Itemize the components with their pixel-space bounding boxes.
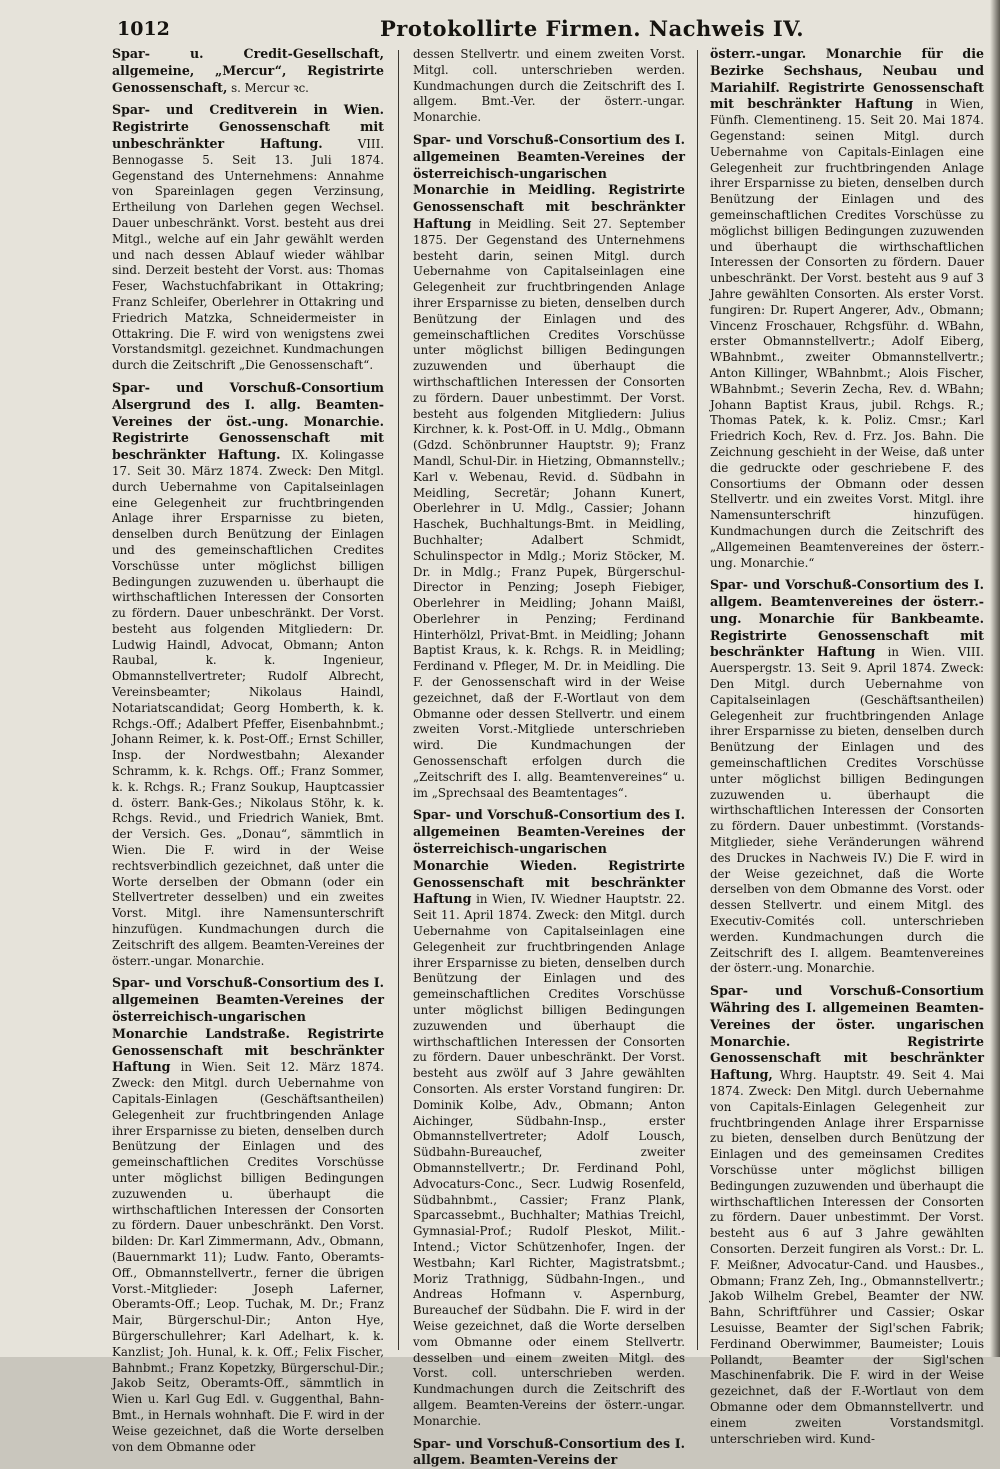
entry-heading: Spar- und Vorschuß-Consortium des I. allgemeinen Beamten-Vereines der österreichisch-ungarischen Monarchie Landstraße. Registrirte Genossenschaft mit beschränkter Haftung — [112, 975, 384, 1075]
directory-entry — [710, 46, 984, 571]
entry-heading: Spar- und Vorschuß-Consortium Währing des I. allgemeinen Beamten-Vereines der öster. ungarischen Monarchie. Registrirte Genossenschaft mit beschränkter Haftung, — [710, 983, 984, 1083]
directory-entry — [112, 46, 384, 96]
directory-entry — [413, 132, 685, 801]
running-head: Protokollirte Firmen. Nachweis IV. — [380, 16, 805, 41]
column-rule — [697, 50, 698, 1350]
entry-heading: Spar- u. Credit-Gesellschaft, allgemeine, „Mercur“, Registrirte Genossenschaft, — [112, 46, 384, 95]
entry-body: dessen Stellvertr. und einem zweiten Vorst. Mitgl. coll. unterschrieben werden. Kundmachungen durch die Zeitschrift des I. allgem. Bmt.-Ver. der österr.-ungar. Monarchie. — [413, 47, 685, 125]
entry-body: s. Mercur ꝛc. — [231, 80, 309, 95]
directory-entry — [112, 102, 384, 374]
directory-entry — [112, 975, 384, 1455]
entry-heading: Spar- und Vorschuß-Consortium des I. allgem. Beamtenvereines der österr.-ung. Monarchie für Bankbeamte. Registrirte Genossenschaft mit beschränkter Haftung — [710, 577, 984, 660]
entry-heading: Spar- und Vorschuß-Consortium des I. allgemeinen Beamten-Vereines der österreichisch-ungarischen Monarchie Wieden. Registrirte Genossenschaft mit beschränkter Haftung — [413, 807, 685, 907]
entry-body: IX. Kolingasse 17. Seit 30. März 1874. Zweck: Den Mitgl. durch Uebernahme von Capitalseinlagen eine Gelegenheit zur fruchtbringenden Anlage ihrer Ersparnisse zu bieten, denselben durch Benützung der Einlagen und des gemeinschaftlichen Credites Vorschüsse unter möglichst billigen Bedingungen zuzuwenden u. überhaupt die wirthschaftlichen Interessen der Consorten zu fördern. Dauer unbeschränkt. Der Vorst. besteht aus folgenden Mitgliedern: Dr. Ludwig Haindl, Advocat, Obmann; Anton Raubal, k. k. Ingenieur, Obmannstellvertreter; Rudolf Albrecht, Vereinsbeamter; Nikolaus Haindl, Notariatscandidat; Georg Homberth, k. k. Rchgs.-Off.; Adalbert Pfeffer, Eisenbahnbmt.; Johann Reimer, k. k. Post-Off.; Ernst Schiller, Insp. der Nordwestbahn; Alexander Schramm, k. k. Rchgs. Off.; Franz Sommer, k. k. Rchgs. R.; Franz Soukup, Hauptcassier d. österr. Bank-Ges.; Nikolaus Stöhr, k. k. Rchgs. Revid., und Friedrich Waniek, Bmt. der Versich. Ges. „Donau“, sämmtlich in Wien. Die F. wird in der Weise rechtsverbindlich gezeichnet, daß unter die Worte derselben der Obmann (oder ein Stellvertreter desselben) und ein zweites Vorst. Mitgl. ihre Namensunterschrift hinzufügen. Kundmachungen durch die Zeitschrift des allgem. Beamten-Vereines der österr.-ungar. Monarchie. — [112, 448, 385, 968]
directory-entry — [413, 46, 685, 126]
directory-entry — [413, 807, 685, 1429]
directory-entry — [413, 1436, 685, 1469]
entry-heading: Spar- und Creditverein in Wien. Registrirte Genossenschaft mit unbeschränkter Haftung. — [112, 102, 384, 151]
text-column-2 — [413, 46, 685, 1468]
column-rule — [398, 50, 399, 1350]
entry-body: in Wien, Fünfh. Clementineng. 15. Seit 20. Mai 1874. Gegenstand: seinen Mitgl. durch Uebernahme von Capitals-Einlagen eine Gelegenheit zur fruchtbringenden Anlage ihrer Ersparnisse zu bieten, denselben durch Benützung der Einlagen und des gemeinschaftlichen Credites Vorschüsse zu möglichst billigen Bedingungen zuzuwenden und überhaupt die wirthschaftlichen Interessen der Consorten zu fördern. Dauer unbeschränkt. Der Vorst. besteht aus 9 auf 3 Jahre gewählten Consorten. Als erster Vorst. fungiren: Dr. Rupert Angerer, Adv., Obmann; Vincenz Froschauer, Rchgsführ. d. WBahn, erster Obmannstellvertr.; Adolf Eiberg, WBahnbmt., zweiter Obmannstellvertr.; Anton Killinger, WBahnbmt.; Alois Fischer, WBahnbmt.; Severin Zecha, Rev. d. WBahn; Johann Baptist Kraus, jubil. Rchgs. R.; Thomas Patek, k. k. Poliz. Cmsr.; Karl Friedrich Koch, Rev. d. Frz. Jos. Bahn. Die Zeichnung geschieht in der Weise, daß unter die gedruckte oder geschriebene F. des Consortiums der Obmann oder dessen Stellvertr. und ein zweites Vorst. Mitgl. ihre Namensunterschrift hinzufügen. Kundmachungen durch die Zeitschrift des „Allgemeinen Beamtenvereines der österr.-ung. Monarchie.“ — [710, 97, 984, 570]
entry-heading: Spar- und Vorschuß-Consortium des I. allgem. Beamten-Vereins der — [413, 1435, 685, 1468]
entry-heading: Spar- und Vorschuß-Consortium des I. allgemeinen Beamten-Vereines der österreichisch-ungarischen Monarchie in Meidling. Registrirte Genossenschaft mit beschränkter Haftung — [413, 131, 685, 231]
entry-body: in Wien. VIII. Auerspergstr. 13. Seit 9. April 1874. Zweck: Den Mitgl. durch Uebernahme von Capitalseinlagen (Geschäftsantheilen) Gelegenheit zur fruchtbringenden Anlage ihrer Ersparnisse zu bieten, denselben durch Benützung der Einlagen und des gemeinschaftlichen Credites Vorschüsse unter möglichst billigen Bedingungen zuzuwenden u. überhaupt die wirthschaftlichen Interessen der Consorten zu fördern. Dauer unbestimmt. (Vorstands-Mitglieder, siehe Veränderungen während des Druckes in Nachweis IV.) Die F. wird in der Weise gezeichnet, daß die Worte derselben von dem Obmanne des Vorst. oder dessen Stellvertr. und einem Mitgl. des Executiv-Comités coll. unterschrieben werden. Kundmachungen durch die Zeitschrift des I. allgem. Beamtenvereines der österr.-ung. Monarchie. — [710, 645, 984, 976]
entry-body: Whrg. Hauptstr. 49. Seit 4. Mai 1874. Zweck: Den Mitgl. durch Uebernahme von Capitals-Einlagen Gelegenheit zur fruchtbringenden Anlage ihrer Ersparnisse zu bieten, denselben durch Benützung der Einlagen und des gemeinsamen Credites Vorschüsse unter möglichst billigen Bedingungen zuzuwenden und überhaupt die wirthschaftlichen Interessen der Consorten zu fördern. Dauer unbestimmt. Der Vorst. besteht aus 6 auf 3 Jahre gewählten Consorten. Derzeit fungiren als Vorst.: Dr. L. F. Meißner, Advocatur-Cand. und Hausbes., Obmann; Franz Zeh, Ing., Obmannstellvertr.; Jakob Wilhelm Grebel, Beamter der NW. Bahn, Schriftführer und Cassier; Oskar Lesuisse, Beamter der Sigl'schen Fabrik; Ferdinand Oberwimmer, Baumeister; Louis Pollandt, Beamter der Sigl'schen Maschinenfabrik. Die F. wird in der Weise gezeichnet, daß der F.-Wortlaut von dem Obmanne oder dem Obmannstellvertr. und einem zweiten Vorstandsmitgl. unterschrieben wird. Kund- — [710, 1068, 984, 1446]
entry-body: in Wien, IV. Wiedner Hauptstr. 22. Seit 11. April 1874. Zweck: den Mitgl. durch Uebernahme von Capitalseinlagen eine Gelegenheit zur fruchtbringenden Anlage ihrer Ersparnisse zu bieten, denselben durch Benützung der Einlagen und des gemeinschaftlichen Credites Vorschüsse unter möglichst billigen Bedingungen zuzuwenden und überhaupt die wirthschaftlichen Interessen der Consorten zu fördern. Dauer unbeschränkt. Der Vorst. besteht aus zwölf auf 3 Jahre gewählten Consorten. Als erster Vorstand fungiren: Dr. Dominik Kolbe, Adv., Obmann; Anton Aichinger, Südbahn-Insp., erster Obmannstellvertreter; Adolf Lousch, Südbahn-Bureauchef, zweiter Obmannstellvertr.; Dr. Ferdinand Pohl, Advocaturs-Conc., Secr. Ludwig Rosenfeld, Südbahnbmt., Cassier; Franz Plank, Sparcassebmt., Buchhalter; Mathias Treichl, Gymnasial-Prof.; Rudolf Pleskot, Milit.-Intend.; Victor Schützenhofer, Ingen. der Westbahn; Karl Richter, Magistratsbmt.; Moriz Trathnigg, Südbahn-Ingen., und Andreas Hofmann v. Aspernburg, Bureauchef der Südbahn. Die F. wird in der Weise gezeichnet, daß die Worte derselben vom Obmanne oder einem Stellvertr. desselben und einem zweiten Mitgl. des Vorst. coll. unterschrieben werden. Kundmachungen durch die Zeitschrift des allgem. Beamten-Vereins der österr.-ungar. Monarchie. — [413, 892, 685, 1428]
directory-entry — [710, 983, 984, 1447]
page-number: 1012 — [117, 18, 170, 40]
text-column-3 — [710, 46, 984, 1446]
directory-entry — [112, 380, 384, 969]
text-column-1 — [112, 46, 385, 1454]
entry-heading: Spar- und Vorschuß-Consortium Alsergrund des I. allg. Beamten-Vereines der öst.-ung. Monarchie. Registrirte Genossenschaft mit beschränkter Haftung. — [112, 379, 384, 463]
entry-body: in Meidling. Seit 27. September 1875. Der Gegenstand des Unternehmens besteht darin, seinen Mitgl. durch Uebernahme von Capitalseinlagen eine Gelegenheit zur fruchtbringenden Anlage ihrer Ersparnisse zu bieten, denselben durch Benützung der Einlagen und des gemeinschaftlichen Credites Vorschüsse unter möglichst billigen Bedingungen zuzuwenden und überhaupt die wirthschaftlichen Interessen der Consorten zu fördern. Dauer unbestimmt. Der Vorst. besteht aus folgenden Mitgliedern: Julius Kirchner, k. k. Post-Off. in U. Mdlg., Obmann (Gdzd. Schönbrunner Hauptstr. 9); Franz Mandl, Schul-Dir. in Hietzing, Obmannstellv.; Karl v. Webenau, Revid. d. Südbahn in Meidling, Secretär; Johann Kunert, Oberlehrer in U. Mdlg., Cassier; Johann Haschek, Buchhaltungs-Bmt. in Meidling, Buchhalter; Adalbert Schmidt, Schulinspector in Mdlg.; Moriz Stöcker, M. Dr. in Mdlg.; Franz Pupek, Bürgerschul-Director in Penzing; Joseph Fiebiger, Oberlehrer in Meidling; Johann Maißl, Oberlehrer in Penzing; Ferdinand Hinterhölzl, Privat-Bmt. in Meidling; Johann Baptist Kraus, k. k. Rchgs. R. in Meidling; Ferdinand v. Pfleger, M. Dr. in Meidling. Die F. der Genossenschaft wird in der Weise gezeichnet, daß der F.-Wortlaut von dem Obmanne oder dessen Stellvertr. und einem zweiten Vorst.-Mitgliede unterschrieben wird. Die Kundmachungen der Genossenschaft erfolgen durch die „Zeitschrift des I. allg. Beamtenvereines“ u. im „Sprechsaal des Beamtentages“. — [413, 216, 685, 800]
entry-body: in Wien. Seit 12. März 1874. Zweck: den Mitgl. durch Uebernahme von Capitals-Einlagen (Geschäftsantheilen) Gelegenheit zur fruchtbringenden Anlage ihrer Ersparnisse zu bieten, denselben durch Benützung der Einlagen und des gemeinschaftlichen Credites Vorschüsse unter möglichst billigen Bedingungen zuzuwenden u. überhaupt die wirthschaftlichen Interessen der Consorten zu fördern. Dauer unbeschränkt. Den Vorst. bilden: Dr. Karl Zimmermann, Adv., Obmann, (Bauernmarkt 11); Ludw. Fanto, Oberamts-Off., Obmannstellvertr., ferner die übrigen Vorst.-Mitglieder: Joseph Laferner, Oberamts-Off.; Leop. Tuchak, M. Dr.; Franz Mair, Bürgerschul-Dir.; Anton Hye, Bürgerschullehrer; Karl Adelhart, k. k. Kanzlist; Joh. Hunal, k. k. Off.; Felix Fischer, Bahnbmt.; Franz Kopetzky, Bürgerschul-Dir.; Jakob Seitz, Oberamts-Off., sämmtlich in Wien u. Karl Gug Edl. v. Guggenthal, Bahn-Bmt., in Hernals wohnhaft. Die F. wird in der Weise gezeichnet, daß die Worte derselben von dem Obmanne oder — [112, 1060, 384, 1454]
entry-body: VIII. Bennogasse 5. Seit 13. Juli 1874. Gegenstand des Unternehmens: Annahme von Spareinlagen gegen Verzinsung, Ertheilung von Darlehen gegen Wechsel. Dauer unbeschränkt. Vorst. besteht aus drei Mitgl., welche auf ein Jahr gewählt werden und nach dessen Ablauf wieder wählbar sind. Derzeit besteht der Vorst. aus: Thomas Feser, Wachstuchfabrikant in Ottakring; Franz Schleifer, Oberlehrer in Ottakring und Friedrich Matzka, Schneidermeister in Ottakring. Die F. wird von wenigstens zwei Vorstandsmitgl. gezeichnet. Kundmachungen durch die Zeitschrift „Die Genossenschaft“. — [112, 136, 384, 373]
directory-entry — [710, 577, 984, 977]
entry-heading: österr.-ungar. Monarchie für die Bezirke Sechshaus, Neubau und Mariahilf. Registrirte Genossenschaft mit beschränkter Haftung — [710, 46, 984, 112]
page-edge-shadow — [990, 0, 1000, 1357]
